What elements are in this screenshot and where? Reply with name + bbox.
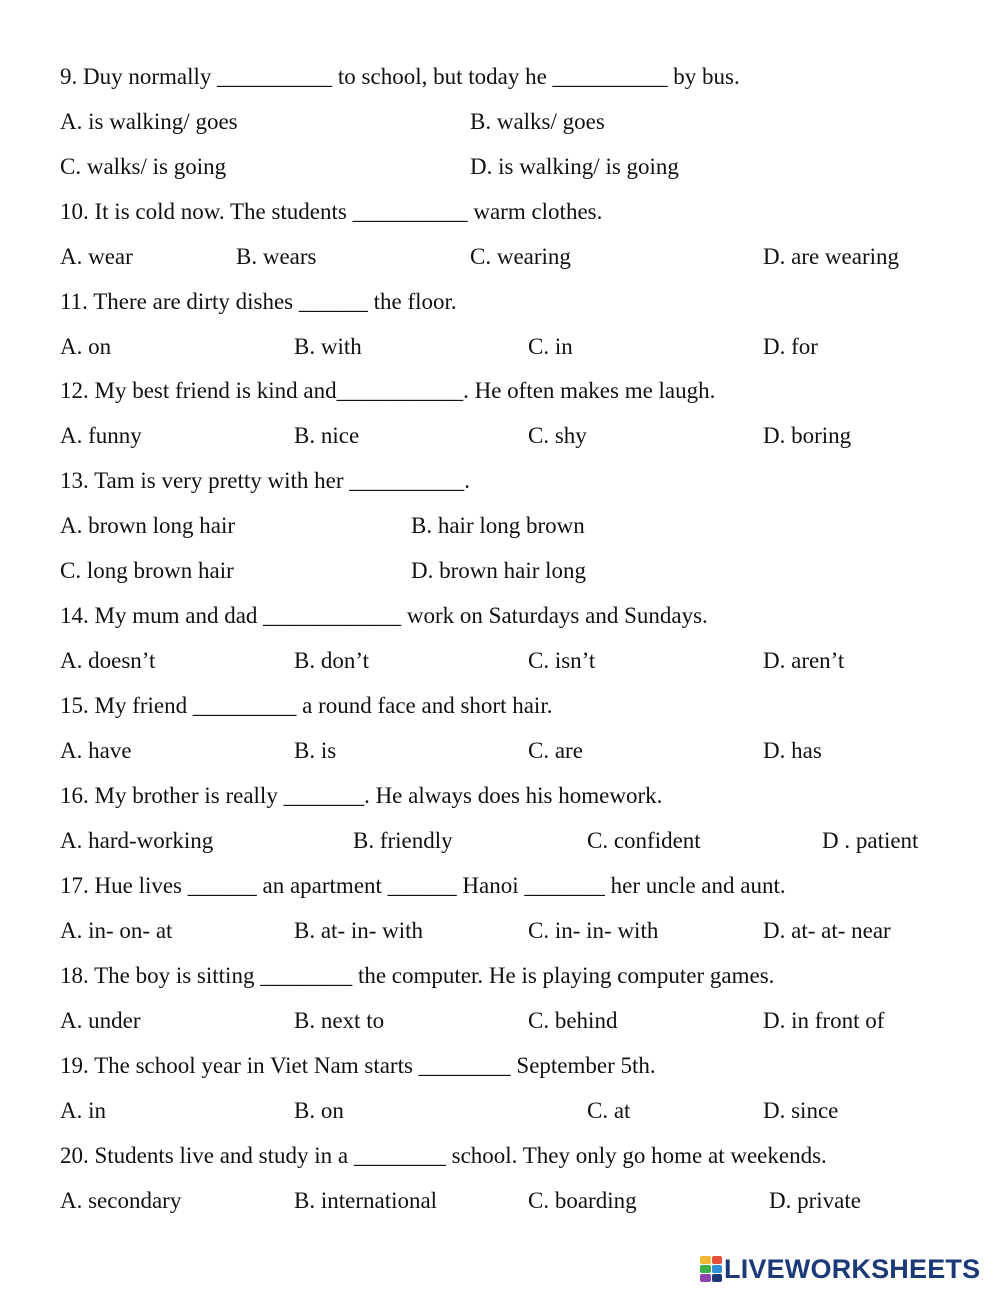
question-9 [0, 62, 1000, 92]
question-12-text: 12. My best friend is kind and___________. He often makes me laugh. [60, 378, 716, 403]
question-13-text: 13. Tam is very pretty with her __________. [60, 468, 470, 493]
question-10-option-d: D. are wearing [763, 244, 900, 269]
question-19-option-c: C. at [587, 1098, 631, 1123]
question-20-option-d: D. private [769, 1188, 861, 1213]
question-20-option-a: A. secondary [60, 1188, 182, 1213]
question-17-option-b: B. at- in- with [294, 918, 424, 943]
question-20-option-b: B. international [294, 1188, 438, 1213]
question-15-option-a: A. have [60, 738, 132, 763]
question-18-option-a: A. under [60, 1008, 141, 1033]
question-14-option-a: A. doesn’t [60, 648, 156, 673]
question-16 [0, 781, 1000, 811]
question-13-option-a: A. brown long hair [60, 513, 236, 538]
question-15-option-c: C. are [528, 738, 583, 763]
question-17-option-d: D. at- at- near [763, 918, 891, 943]
question-14-text: 14. My mum and dad ____________ work on Saturdays and Sundays. [60, 603, 708, 628]
question-16-text: 16. My brother is really _______. He always does his homework. [60, 783, 663, 808]
question-9-text: 9. Duy normally __________ to school, but today he __________ by bus. [60, 64, 740, 89]
question-18-option-c: C. behind [528, 1008, 618, 1033]
question-11-option-d: D. for [763, 334, 818, 359]
question-9-options-row-1 [0, 107, 1000, 137]
question-12-option-c: C. shy [528, 423, 587, 448]
question-12-option-d: D. boring [763, 423, 852, 448]
question-14-options [0, 646, 1000, 676]
question-16-options [0, 826, 1000, 856]
question-11 [0, 287, 1000, 317]
question-19-options [0, 1096, 1000, 1126]
question-20-text: 20. Students live and study in a ________ school. They only go home at weekends. [60, 1143, 827, 1168]
question-10-option-a: A. wear [60, 244, 133, 269]
question-17 [0, 871, 1000, 901]
question-15-text: 15. My friend _________ a round face and short hair. [60, 693, 553, 718]
question-19-text: 19. The school year in Viet Nam starts ________ September 5th. [60, 1053, 656, 1078]
question-15-options [0, 736, 1000, 766]
question-9-option-d: D. is walking/ is going [470, 154, 679, 179]
question-11-options [0, 332, 1000, 362]
question-19-option-b: B. on [294, 1098, 344, 1123]
question-14-option-b: B. don’t [294, 648, 369, 673]
question-15-option-d: D. has [763, 738, 822, 763]
question-16-option-a: A. hard-working [60, 828, 214, 853]
question-12 [0, 376, 1000, 406]
question-13-option-d: D. brown hair long [411, 558, 587, 583]
question-15 [0, 691, 1000, 721]
question-18-text: 18. The boy is sitting ________ the computer. He is playing computer games. [60, 963, 775, 988]
question-12-option-a: A. funny [60, 423, 142, 448]
question-15-option-b: B. is [294, 738, 337, 763]
question-19-option-a: A. in [60, 1098, 106, 1123]
question-9-option-a: A. is walking/ goes [60, 109, 238, 134]
question-20-options [0, 1186, 1000, 1216]
question-20-option-c: C. boarding [528, 1188, 637, 1213]
question-16-option-b: B. friendly [353, 828, 453, 853]
question-10 [0, 197, 1000, 227]
liveworksheets-logo-text: LIVEWORKSHEETS [724, 1253, 981, 1284]
question-17-options [0, 916, 1000, 946]
liveworksheets-logo-icon [700, 1256, 722, 1282]
question-14-option-d: D. aren’t [763, 648, 845, 673]
question-11-option-c: C. in [528, 334, 573, 359]
liveworksheets-logo [700, 1253, 980, 1285]
question-14-option-c: C. isn’t [528, 648, 596, 673]
question-10-options [0, 242, 1000, 272]
question-17-text: 17. Hue lives ______ an apartment ______ Hanoi _______ her uncle and aunt. [60, 873, 786, 898]
question-17-option-a: A. in- on- at [60, 918, 173, 943]
question-10-text: 10. It is cold now. The students __________ warm clothes. [60, 199, 603, 224]
question-13-option-b: B. hair long brown [411, 513, 585, 538]
question-10-option-c: C. wearing [470, 244, 571, 269]
question-9-option-b: B. walks/ goes [470, 109, 605, 134]
question-13 [0, 466, 1000, 496]
question-11-option-b: B. with [294, 334, 362, 359]
question-18-options [0, 1006, 1000, 1036]
question-16-option-d: D . patient [822, 828, 919, 853]
question-18-option-b: B. next to [294, 1008, 385, 1033]
question-12-option-b: B. nice [294, 423, 360, 448]
question-19-option-d: D. since [763, 1098, 839, 1123]
question-9-option-c: C. walks/ is going [60, 154, 227, 179]
question-13-options-row-2 [0, 556, 1000, 586]
question-18-option-d: D. in front of [763, 1008, 885, 1033]
question-19 [0, 1051, 1000, 1081]
question-20 [0, 1141, 1000, 1171]
question-9-options-row-2 [0, 152, 1000, 182]
question-17-option-c: C. in- in- with [528, 918, 659, 943]
question-10-option-b: B. wears [236, 244, 317, 269]
question-11-text: 11. There are dirty dishes ______ the floor. [60, 289, 457, 314]
question-16-option-c: C. confident [587, 828, 701, 853]
question-12-options [0, 421, 1000, 451]
question-13-option-c: C. long brown hair [60, 558, 234, 583]
question-14 [0, 601, 1000, 631]
question-18 [0, 961, 1000, 991]
question-11-option-a: A. on [60, 334, 112, 359]
question-13-options-row-1 [0, 511, 1000, 541]
